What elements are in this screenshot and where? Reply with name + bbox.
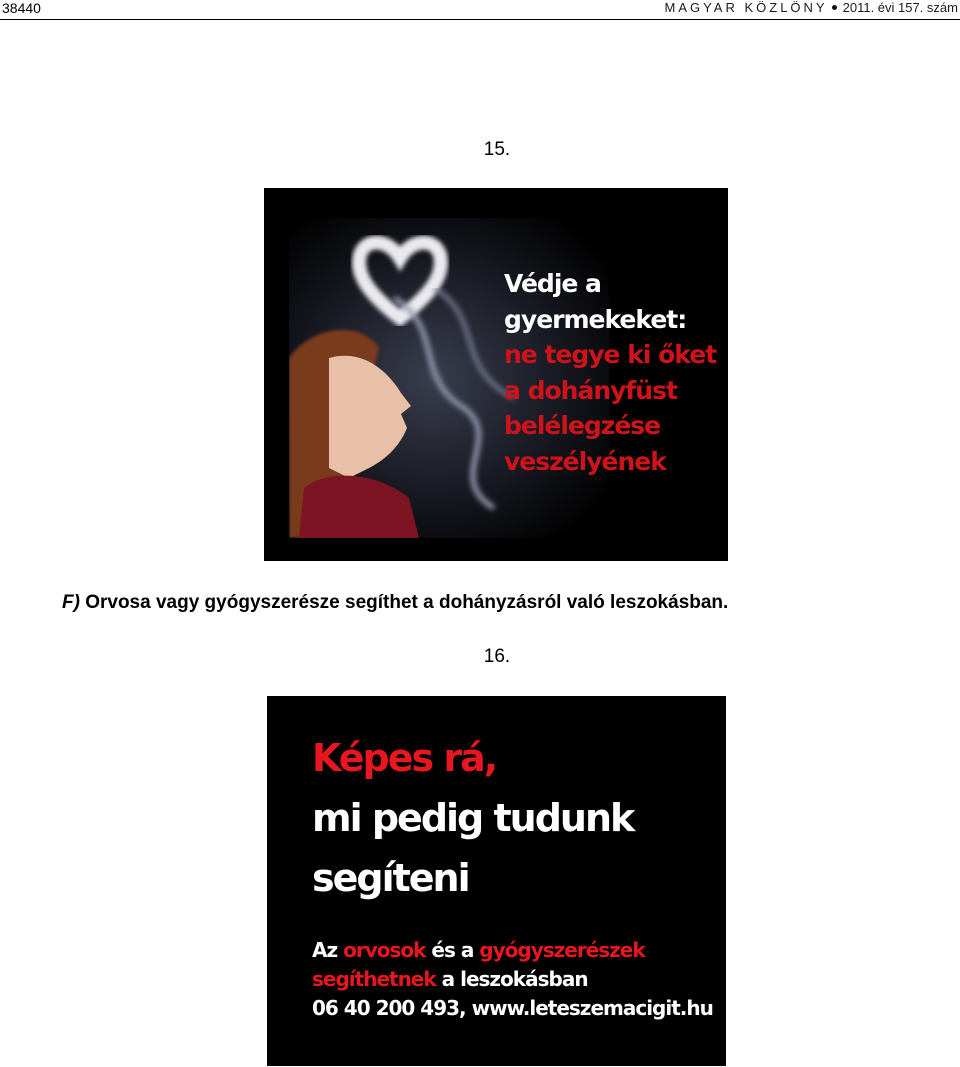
warning-text-15 <box>504 266 716 479</box>
warning-line-5: belélegzése <box>504 411 661 440</box>
helpline-word: segíthetnek <box>312 967 436 991</box>
page-number: 38440 <box>2 0 41 16</box>
issue-number: 2011. évi 157. szám <box>842 0 958 15</box>
helpline-text <box>312 936 713 1023</box>
warning-line-1: Védje a <box>504 269 601 298</box>
header-rule <box>0 19 960 20</box>
warning-line-2: gyermekeket: <box>504 304 687 334</box>
helpline-contact: 06 40 200 493, www.leteszemacigit.hu <box>312 996 713 1020</box>
warning-image-16 <box>267 696 726 1066</box>
caption-text: Orvosa vagy gyógyszerésze segíthet a dohányzásról való leszokásban. <box>79 592 729 613</box>
section-caption <box>62 592 728 614</box>
warning-image-15 <box>264 188 728 561</box>
helpline-line-1 <box>312 936 713 965</box>
helpline-word: és a <box>425 938 480 962</box>
helpline-word: gyógyszerészek <box>479 938 645 962</box>
publication-title: MAGYAR KÖZLÖNY <box>664 0 828 15</box>
helpline-word: orvosok <box>343 938 426 962</box>
caption-label: F) <box>62 592 80 613</box>
item-number-15: 15. <box>483 139 511 160</box>
warning-line-4: a dohányfüst <box>504 375 677 405</box>
warning-line-6: veszélyének <box>504 446 666 476</box>
warning-line-3: ne tegye ki őket <box>504 340 717 369</box>
headline-line-2: mi pedig tudunk <box>312 796 634 840</box>
helpline-word: Az <box>312 938 344 962</box>
child-face-icon <box>289 318 424 538</box>
bullet-separator <box>832 5 837 10</box>
item-number-16: 16. <box>483 646 511 667</box>
running-header <box>664 0 958 15</box>
headline-line-3: segíteni <box>312 856 469 900</box>
headline-line-1: Képes rá, <box>312 736 497 780</box>
helpline-line-2 <box>312 965 713 994</box>
helpline-word: a leszokásban <box>435 967 588 991</box>
